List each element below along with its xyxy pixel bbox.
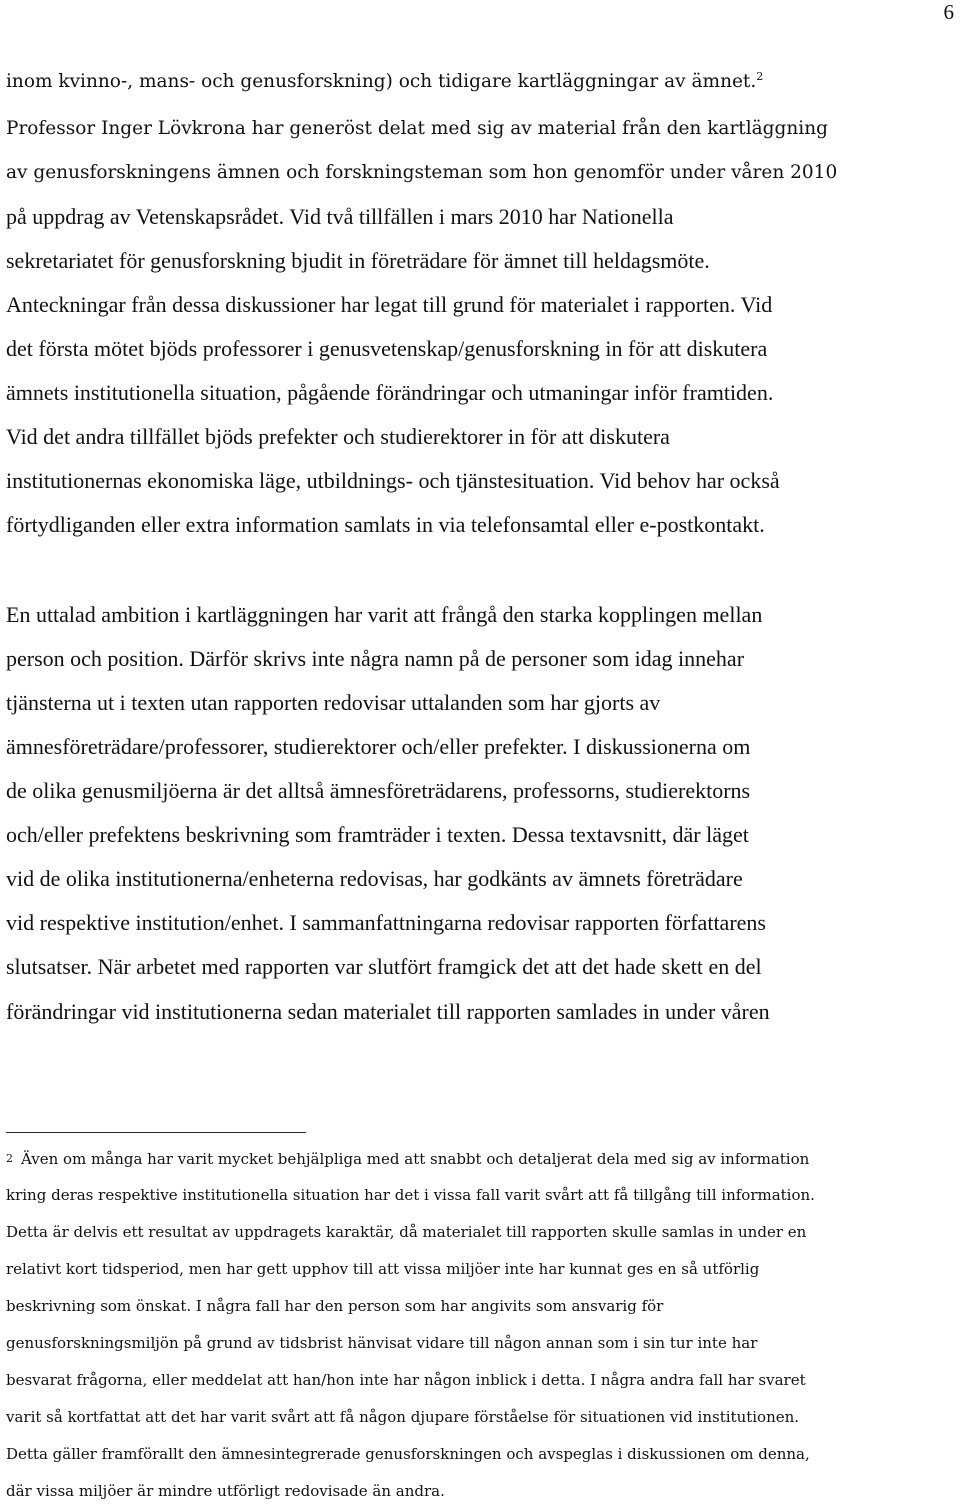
footnote-line: där vissa miljöer är mindre utförligt redovisade än andra. — [6, 1482, 445, 1500]
body-text-line: sekretariatet för genusforskning bjudit in företrädare för ämnet till heldagsmöte. — [6, 248, 710, 273]
footnote-marker: 2 — [6, 1152, 13, 1165]
footnote-line: kring deras respektive institutionella situation har det i vissa fall varit svårt att få tillgång till information. — [6, 1186, 815, 1204]
body-text-line: person och position. Därför skrivs inte några namn på de personer som idag innehar — [6, 646, 745, 671]
footnote-text-span: Även om många har varit mycket behjälpliga med att snabbt och detaljerat dela med sig av information — [21, 1150, 810, 1168]
body-text-line: de olika genusmiljöerna är det alltså ämnesföreträdarens, professorns, studierektorns — [6, 778, 751, 803]
body-text-span: inom kvinno-, mans- och genusforskning) och tidigare kartläggningar av ämnet. — [6, 71, 757, 92]
body-text-line: Anteckningar från dessa diskussioner har legat till grund för materialet i rapporten. Vid — [6, 292, 773, 317]
body-text-line: En uttalad ambition i kartläggningen har varit att frångå den starka kopplingen mellan — [6, 602, 763, 627]
footnote-line: besvarat frågorna, eller meddelat att han/hon inte har någon inblick i detta. I några andra fall har svaret — [6, 1371, 806, 1389]
body-text-line: ämnets institutionella situation, pågående förändringar och utmaningar inför framtiden. — [6, 380, 774, 405]
body-text-line: Professor Inger Lövkrona har generöst delat med sig av material från den kartläggning — [6, 118, 828, 139]
body-text-line: institutionernas ekonomiska läge, utbildnings- och tjänstesituation. Vid behov har också — [6, 468, 780, 493]
body-text-line: tjänsterna ut i texten utan rapporten redovisar uttalanden som har gjorts av — [6, 690, 661, 715]
body-text-line: av genusforskningens ämnen och forskningsteman som hon genomför under våren 2010 — [6, 162, 838, 183]
body-text-line: förändringar vid institutionerna sedan materialet till rapporten samlades in under våren — [6, 999, 770, 1024]
body-text-line: och/eller prefektens beskrivning som framträder i texten. Dessa textavsnitt, där läget — [6, 822, 749, 847]
footnote-line: varit så kortfattat att det har varit svårt att få någon djupare förståelse för situationen vid institutionen. — [6, 1408, 800, 1426]
body-text-line: det första mötet bjöds professorer i genusvetenskap/genusforskning in för att diskutera — [6, 336, 768, 361]
footnote-separator — [6, 1132, 306, 1133]
body-text-line: Vid det andra tillfället bjöds prefekter och studierektorer in för att diskutera — [6, 424, 670, 449]
footnote-line: Detta är delvis ett resultat av uppdragets karaktär, då materialet till rapporten skulle samlas in under en — [6, 1223, 807, 1241]
body-text-line: förtydliganden eller extra information samlats in via telefonsamtal eller e-postkontakt. — [6, 512, 765, 537]
body-text-line: vid de olika institutionerna/enheterna redovisas, har godkänts av ämnets företrädare — [6, 866, 743, 891]
body-text-line — [6, 70, 763, 94]
footnote-line: beskrivning som önskat. I några fall har den person som har angivits som ansvarig för — [6, 1297, 664, 1315]
footnote-line: genusforskningsmiljön på grund av tidsbrist hänvisat vidare till någon annan som i sin tur inte har — [6, 1334, 758, 1352]
footnote-reference[interactable]: 2 — [756, 69, 764, 83]
body-text-line: vid respektive institution/enhet. I sammanfattningarna redovisar rapporten författarens — [6, 910, 766, 935]
footnote-line — [6, 1149, 809, 1169]
body-text-line: ämnesföreträdare/professorer, studierektorer och/eller prefekter. I diskussionerna om — [6, 734, 751, 759]
body-text-line: slutsatser. När arbetet med rapporten var slutfört framgick det att det hade skett en del — [6, 954, 762, 979]
page-number: 6 — [943, 0, 954, 24]
footnote-line: relativt kort tidsperiod, men har gett upphov till att vissa miljöer inte har kunnat ges en så utförlig — [6, 1260, 760, 1278]
footnote-line: Detta gäller framförallt den ämnesintegrerade genusforskningen och avspeglas i diskussionen om denna, — [6, 1445, 810, 1463]
body-text-line: på uppdrag av Vetenskapsrådet. Vid två tillfällen i mars 2010 har Nationella — [6, 204, 674, 229]
